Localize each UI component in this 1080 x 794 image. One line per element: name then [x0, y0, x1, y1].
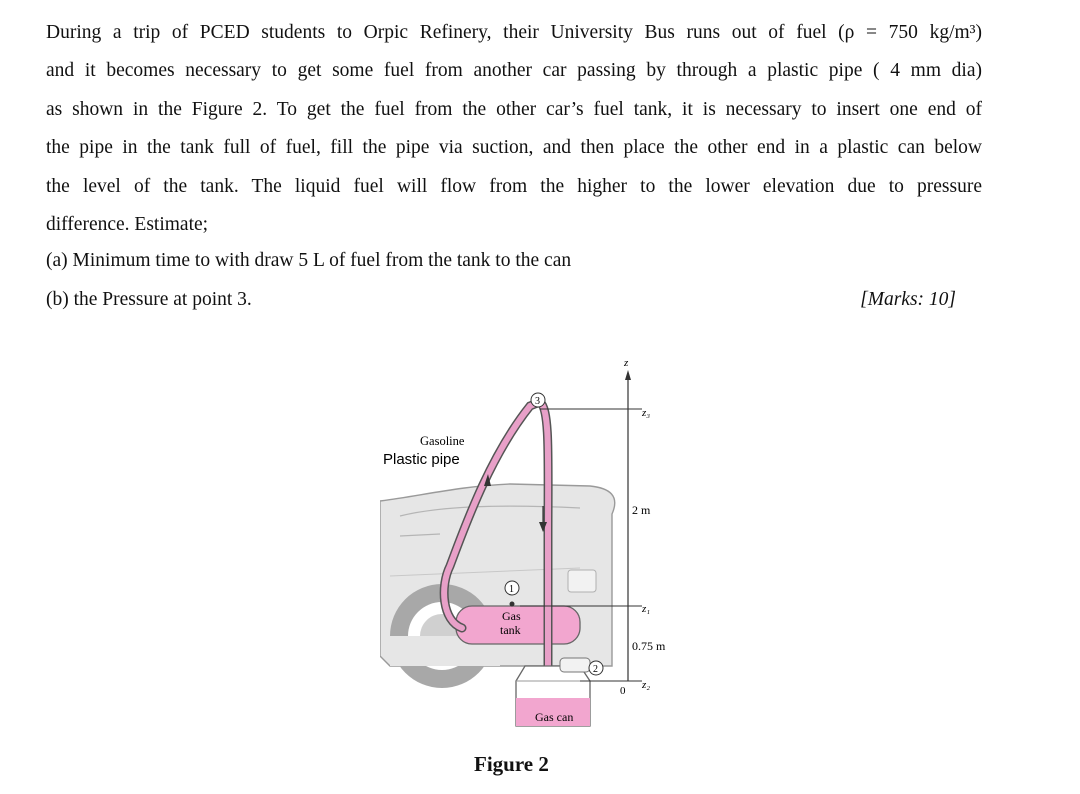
problem-line-3: as shown in the Figure 2. To get the fuel from the other car’s fuel tank, it is necessary to insert one end of	[46, 98, 982, 120]
problem-line-1: During a trip of PCED students to Orpic Refinery, their University Bus runs out of fuel (ρ = 750 kg/m³)	[46, 22, 982, 43]
point-3-label: 3	[535, 396, 540, 407]
point-1-dot	[510, 602, 515, 607]
problem-line-2: and it becomes necessary to get some fuel from another car passing by through a plastic pipe ( 4 mm dia)	[46, 60, 982, 82]
dimension-075m: 0.75 m	[632, 639, 666, 653]
problem-line-5: the level of the tank. The liquid fuel will flow from the higher to the lower elevation due to pressure	[46, 175, 982, 197]
siphon-figure	[380, 336, 690, 746]
gas-tank-label-2: tank	[500, 623, 521, 637]
gas-tank-label-1: Gas	[502, 609, 521, 623]
z-axis-arrow	[625, 370, 631, 380]
question-part-b: (b) the Pressure at point 3.	[46, 289, 252, 310]
dimension-2m: 2 m	[632, 503, 651, 517]
gasoline-label: Gasoline	[420, 434, 465, 448]
origin-label: 0	[620, 685, 626, 697]
z-axis-label: z	[624, 357, 629, 369]
problem-statement	[46, 14, 982, 244]
problem-line-4: the pipe in the tank full of fuel, fill the pipe via suction, and then place the other end in a plastic can below	[46, 137, 982, 159]
question-part-a: (a) Minimum time to with draw 5 L of fuel from the tank to the can	[46, 250, 572, 271]
figure-caption: Figure 2	[474, 752, 549, 776]
marks-label: [Marks: 10]	[860, 289, 956, 310]
point-1-label: 1	[509, 584, 514, 595]
point-2-label: 2	[593, 664, 598, 675]
problem-line-6: difference. Estimate;	[46, 214, 209, 236]
plastic-pipe-label: Plastic pipe	[383, 451, 460, 468]
z1-label: z₁	[642, 603, 651, 615]
tail-light	[568, 570, 596, 592]
gas-can-label: Gas can	[535, 710, 574, 724]
siphon-diagram	[380, 336, 690, 746]
z2-label: z₂	[642, 679, 651, 691]
z3-label: z₃	[642, 407, 651, 419]
